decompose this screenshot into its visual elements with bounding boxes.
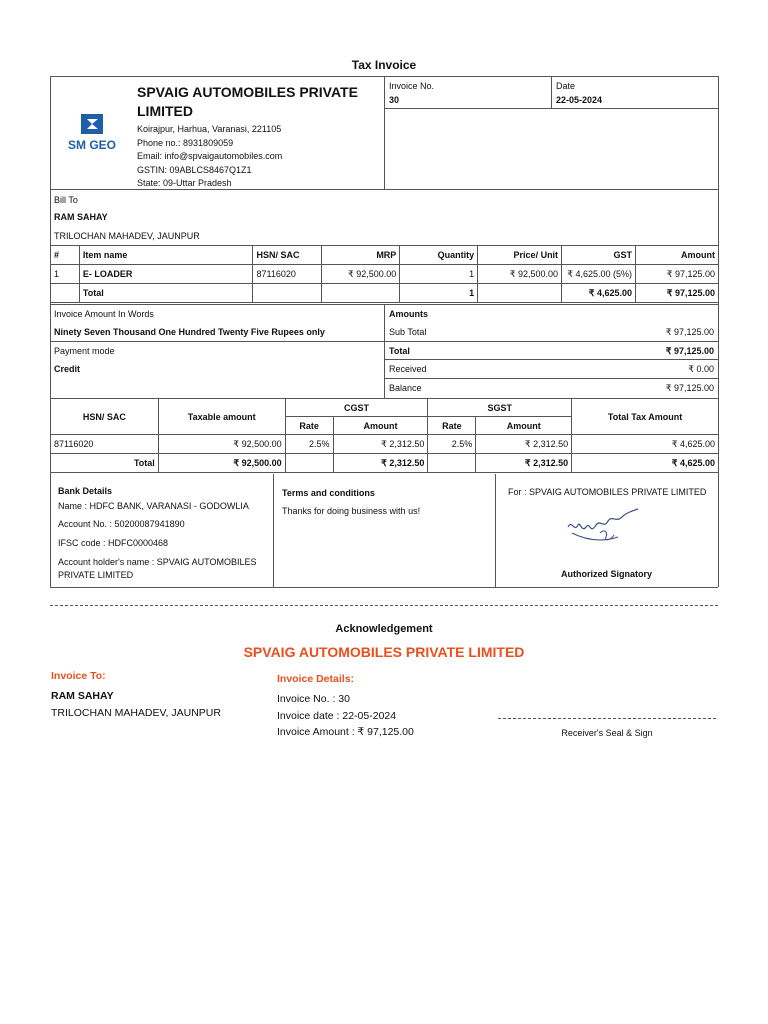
seal-line: [498, 718, 716, 719]
received-value: ₹ 0.00: [688, 364, 714, 374]
subtotal-label: Sub Total: [389, 327, 427, 337]
total-label: Total: [389, 346, 410, 356]
ack-to-name: RAM SAHAY: [51, 690, 114, 702]
cell: 2.5%: [285, 435, 333, 454]
ack-invoice-no: Invoice No. : 30: [277, 693, 350, 705]
bank-ifsc: IFSC code : HDFC0000468: [58, 538, 169, 548]
company-name: SPVAIG AUTOMOBILES PRIVATE LIMITED: [137, 84, 358, 119]
tax-header-rate: Rate: [285, 417, 333, 435]
company-state: State: 09-Uttar Pradesh: [137, 178, 232, 188]
cell: [322, 284, 400, 303]
cell: ₹ 2,312.50: [333, 454, 428, 473]
tax-header-taxable: Taxable amount: [158, 399, 285, 435]
cell: Total: [51, 454, 159, 473]
tax-header-cgst: CGST: [285, 399, 428, 417]
signature-image: [560, 503, 644, 553]
table-row: [51, 265, 719, 284]
tax-summary-table: [50, 398, 719, 473]
cell: E- LOADER: [79, 265, 253, 284]
company-email: Email: info@spvaigautomobiles.com: [137, 151, 283, 161]
payment-mode-value: Credit: [54, 364, 81, 374]
cell: [253, 284, 322, 303]
cell: ₹ 4,625.00 (5%): [562, 265, 636, 284]
amounts-label: Amounts: [389, 309, 428, 319]
balance-value: ₹ 97,125.00: [665, 383, 714, 393]
cell: 87116020: [51, 435, 159, 454]
bank-holder: Account holder's name : SPVAIG AUTOMOBILES PRIVATE LIMITED: [58, 557, 257, 580]
bill-to-name: RAM SAHAY: [54, 212, 108, 222]
invoice-date-value: 22-05-2024: [556, 95, 603, 105]
amount-words-label: Invoice Amount In Words: [54, 309, 154, 319]
cell: 1: [400, 265, 478, 284]
bill-to-label: Bill To: [54, 195, 78, 205]
cell: ₹ 92,500.00: [478, 265, 562, 284]
col-header: Price/ Unit: [478, 246, 562, 265]
tax-total-row: [51, 454, 719, 473]
amount-words-value: Ninety Seven Thousand One Hundred Twenty Five Rupees only: [54, 327, 325, 337]
logo-text: SM GEO: [67, 138, 116, 152]
col-header: Amount: [636, 246, 719, 265]
company-logo: [56, 110, 128, 156]
cell: 87116020: [253, 265, 322, 284]
cell: ₹ 92,500.00: [158, 435, 285, 454]
cell: ₹ 4,625.00: [572, 454, 719, 473]
table-row: [51, 435, 719, 454]
cell: ₹ 97,125.00: [636, 265, 719, 284]
tax-header-amount: Amount: [333, 417, 428, 435]
company-gstin: GSTIN: 09ABLCS8467Q1Z1: [137, 164, 252, 175]
cut-line: [50, 605, 718, 606]
cell: [478, 284, 562, 303]
cell: ₹ 4,625.00: [562, 284, 636, 303]
cell: [51, 284, 80, 303]
tax-header-rate: Rate: [428, 417, 476, 435]
col-header: HSN/ SAC: [253, 246, 322, 265]
col-header: GST: [562, 246, 636, 265]
bank-details-label: Bank Details: [58, 486, 113, 496]
ack-details-label: Invoice Details:: [277, 673, 355, 685]
cell: ₹ 4,625.00: [572, 435, 719, 454]
received-label: Received: [389, 364, 427, 374]
cell: Total: [79, 284, 253, 303]
col-header: #: [51, 246, 80, 265]
cell: ₹ 2,312.50: [476, 435, 572, 454]
ack-invoice-amount: Invoice Amount : ₹ 97,125.00: [277, 726, 414, 738]
tax-header-sgst: SGST: [428, 399, 572, 417]
invoice-no-value: 30: [389, 95, 400, 105]
ack-invoice-to-label: Invoice To:: [51, 670, 106, 682]
cell: ₹ 2,312.50: [476, 454, 572, 473]
items-header-row: [51, 246, 719, 265]
cell: 1: [400, 284, 478, 303]
ack-to-address: TRILOCHAN MAHADEV, JAUNPUR: [51, 707, 221, 719]
col-header: MRP: [322, 246, 400, 265]
company-phone: Phone no.: 8931809059: [137, 137, 234, 148]
invoice-date-label: Date: [556, 81, 576, 91]
receiver-seal-label: Receiver's Seal & Sign: [561, 728, 653, 738]
tax-header-amount: Amount: [476, 417, 572, 435]
ack-company: SPVAIG AUTOMOBILES PRIVATE LIMITED: [243, 644, 525, 660]
bank-name: Name : HDFC BANK, VARANASI - GODOWLIA: [58, 501, 249, 511]
signatory-for: For : SPVAIG AUTOMOBILES PRIVATE LIMITED: [508, 487, 707, 497]
items-table: [50, 245, 719, 303]
col-header: Quantity: [400, 246, 478, 265]
bill-to-address: TRILOCHAN MAHADEV, JAUNPUR: [54, 231, 200, 241]
payment-mode-label: Payment mode: [54, 346, 115, 356]
tax-header-hsn: HSN/ SAC: [51, 399, 159, 435]
col-header: Item name: [79, 246, 253, 265]
cell: ₹ 92,500.00: [158, 454, 285, 473]
cell: 1: [51, 265, 80, 284]
cell: [285, 454, 333, 473]
terms-text: Thanks for doing business with us!: [282, 506, 421, 516]
subtotal-value: ₹ 97,125.00: [665, 327, 714, 337]
tax-header-total: Total Tax Amount: [572, 399, 719, 435]
ack-title: Acknowledgement: [335, 623, 433, 635]
cell: 2.5%: [428, 435, 476, 454]
terms-label: Terms and conditions: [282, 488, 375, 498]
authorized-signatory-label: Authorized Signatory: [560, 569, 652, 579]
balance-label: Balance: [389, 383, 422, 393]
company-details: [137, 123, 282, 191]
company-address: Koirajpur, Harhua, Varanasi, 221105: [137, 124, 282, 134]
signature-icon: [560, 503, 644, 553]
cell: ₹ 92,500.00: [322, 265, 400, 284]
items-total-row: [51, 284, 719, 303]
invoice-no-label: Invoice No.: [389, 81, 435, 91]
cell: ₹ 97,125.00: [636, 284, 719, 303]
ack-invoice-date: Invoice date : 22-05-2024: [277, 710, 397, 722]
cell: ₹ 2,312.50: [333, 435, 428, 454]
bank-account: Account No. : 50200087941890: [58, 519, 185, 529]
cell: [428, 454, 476, 473]
total-value: ₹ 97,125.00: [665, 346, 714, 356]
document-title: Tax Invoice: [351, 58, 417, 72]
